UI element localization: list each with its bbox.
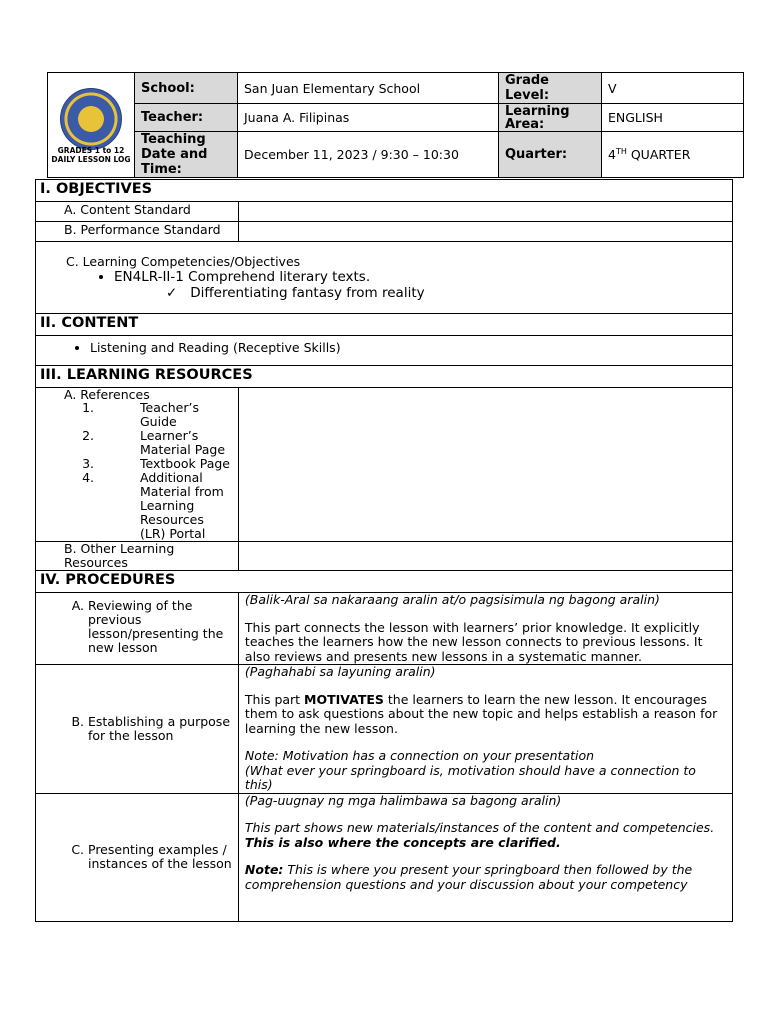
school-value: San Juan Elementary School <box>238 73 499 104</box>
procedure-b-text: This part MOTIVATES the learners to learn the new lesson. It encourages them to ask questions about the new topic and helps establish a reason for learning the new lesson. <box>244 691 718 736</box>
other-resources-value <box>238 542 732 571</box>
ref-learners-material: 2. Learner’s Material Page <box>98 429 232 457</box>
procedure-c-bold: This is also where the concepts are clarified. <box>244 834 561 850</box>
resources-heading: III. LEARNING RESOURCES <box>36 366 733 388</box>
ref-teachers-guide: 1. Teacher’s Guide <box>98 401 232 429</box>
quarter-label: Quarter: <box>499 132 602 178</box>
checkmark-icon: ✓ <box>166 285 178 301</box>
performance-standard-value <box>238 222 732 242</box>
procedure-b-label: B. Establishing a purpose for the lesson <box>36 665 239 794</box>
competencies-label: C. Learning Competencies/Objectives <box>66 254 301 269</box>
references-label: A. References <box>64 387 150 402</box>
logo-cell <box>48 73 135 178</box>
other-resources-label: B. Other Learning Resources <box>36 542 239 571</box>
procedure-c-content <box>238 793 732 921</box>
area-value: ENGLISH <box>602 104 744 132</box>
procedure-a-label: A. Reviewing of the previous lesson/presenting the new lesson <box>36 593 239 665</box>
procedure-b-note2: (What ever your springboard is, motivation should have a connection to this) <box>244 762 696 792</box>
references-cell <box>36 388 239 542</box>
procedure-c-tag: (Pag-uugnay ng mga halimbawa sa bagong aralin) <box>244 792 562 808</box>
procedure-a-content <box>238 593 732 665</box>
procedure-a-text: This part connects the lesson with learners’ prior knowledge. It explicitly teaches the learners how the new lesson connects to previous lessons. It also reviews and presents new lessons in a systematic manner. <box>244 619 703 664</box>
procedure-b-note1: Note: Motivation has a connection on your presentation <box>244 748 595 763</box>
teacher-value: Juana A. Filipinas <box>238 104 499 132</box>
lesson-log-table <box>35 179 733 922</box>
objectives-heading: I. OBJECTIVES <box>36 180 733 202</box>
area-label: Learning Area: <box>499 104 602 132</box>
procedures-heading: IV. PROCEDURES <box>36 571 733 593</box>
date-label: Teaching Date and Time: <box>135 132 238 178</box>
procedure-c-text: This part shows new materials/instances of the content and competencies. <box>244 820 715 835</box>
performance-standard-label: B. Performance Standard <box>36 222 239 242</box>
procedure-b-content <box>238 665 732 794</box>
deped-seal-icon <box>60 88 122 150</box>
procedure-c-note: Note: This is where you present your springboard then followed by the comprehension questions and your discussion about your competency <box>244 862 693 892</box>
teacher-label: Teacher: <box>135 104 238 132</box>
procedure-a-tag: (Balik-Aral sa nakaraang aralin at/o pagsisimula ng bagong aralin) <box>244 592 660 607</box>
ref-additional: 4. Additional Material from Learning Resources (LR) Portal <box>98 471 232 541</box>
logo-text: GRADES 1 to 12 DAILY LESSON LOG <box>51 146 131 164</box>
quarter-value: 4TH QUARTER <box>602 132 744 178</box>
ref-textbook: 3. Textbook Page <box>98 457 232 471</box>
header-table <box>47 72 744 178</box>
grade-label: Grade Level: <box>499 73 602 104</box>
content-heading: II. CONTENT <box>36 314 733 336</box>
competency-item: • EN4LR-II-1 Comprehend literary texts. <box>114 269 726 285</box>
procedure-c-label: C. Presenting examples / instances of the lesson <box>36 793 239 921</box>
competency-sub: ✓ Differentiating fantasy from reality <box>166 285 425 301</box>
content-standard-value <box>238 202 732 222</box>
content-standard-label: A. Content Standard <box>36 202 239 222</box>
references-value <box>238 388 732 542</box>
procedure-b-tag: (Paghahabi sa layuning aralin) <box>244 664 436 679</box>
grade-value: V <box>602 73 744 104</box>
school-label: School: <box>135 73 238 104</box>
content-item: • Listening and Reading (Receptive Skills) <box>90 340 726 355</box>
competencies-cell <box>36 242 733 314</box>
content-cell <box>36 336 733 366</box>
date-value: December 11, 2023 / 9:30 – 10:30 <box>238 132 499 178</box>
